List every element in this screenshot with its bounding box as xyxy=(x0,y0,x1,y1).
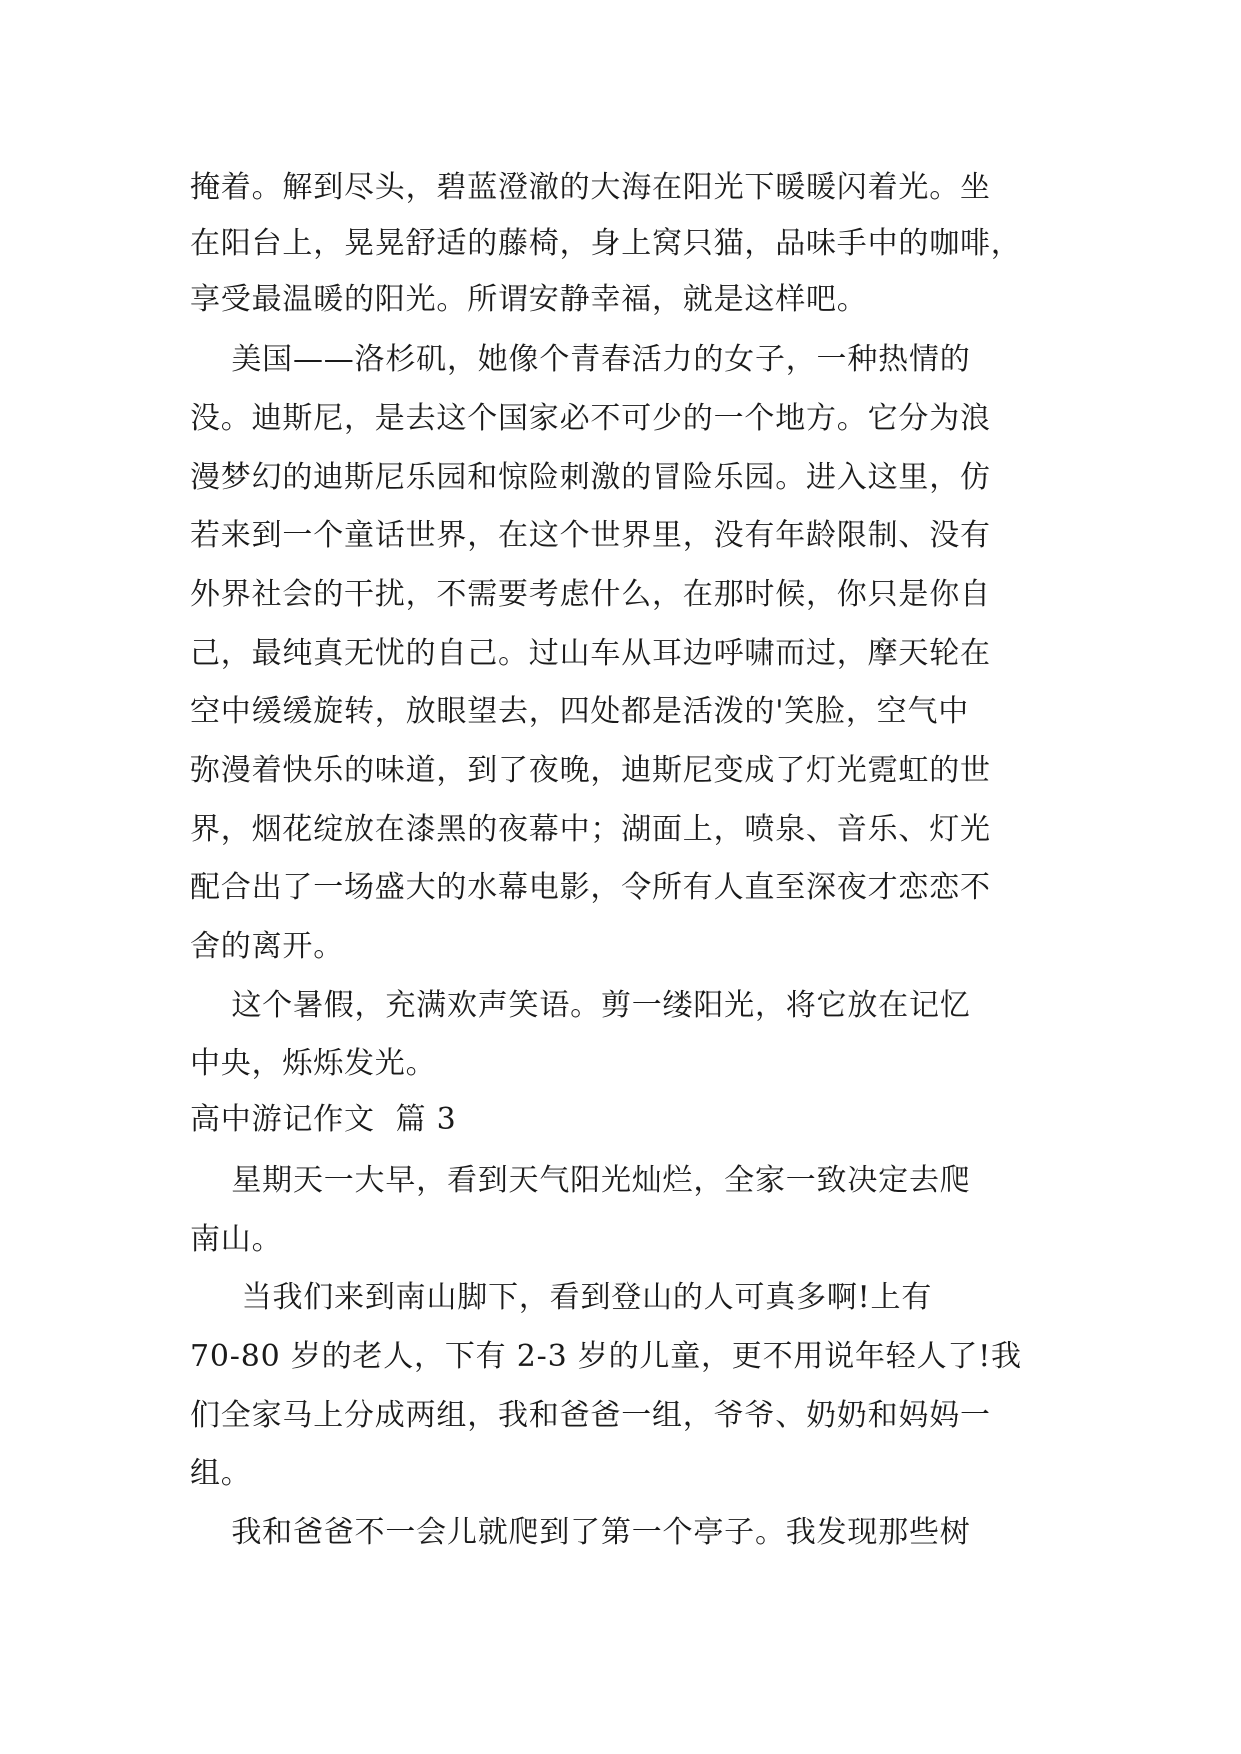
text-line: 南山。 xyxy=(190,1222,283,1257)
text-line: 这个暑假，充满欢声笑语。剪一缕阳光，将它放在记忆 xyxy=(190,988,971,1023)
text-line: 漫梦幻的迪斯尼乐园和惊险刺激的冒险乐园。进入这里，仿 xyxy=(190,460,991,495)
text-line: 若来到一个童话世界，在这个世界里，没有年龄限制、没有 xyxy=(190,518,991,553)
text-line: 弥漫着快乐的味道，到了夜晚，迪斯尼变成了灯光霓虹的世 xyxy=(190,753,991,788)
text-line: 外界社会的干扰，不需要考虑什么，在那时候，你只是你自 xyxy=(190,577,991,612)
text-line: 空中缓缓旋转，放眼望去，四处都是活泼的'笑脸，空气中 xyxy=(190,694,970,729)
text-line: 星期天一大早，看到天气阳光灿烂，全家一致决定去爬 xyxy=(190,1163,971,1198)
text-line: 享受最温暖的阳光。所谓安静幸福，就是这样吧。 xyxy=(190,282,868,317)
text-line: 美国——洛杉矶，她像个青春活力的女子，一种热情的 xyxy=(190,342,971,377)
text-line: 界，烟花绽放在漆黑的夜幕中；湖面上，喷泉、音乐、灯光 xyxy=(190,812,991,847)
text-line: 们全家马上分成两组，我和爸爸一组，爷爷、奶奶和妈妈一 xyxy=(190,1398,991,1433)
text-line: 在阳台上，晃晃舒适的藤椅，身上窝只猫，品味手中的咖啡， xyxy=(190,226,1022,261)
text-line: 组。 xyxy=(190,1456,252,1491)
text-line: 配合出了一场盛大的水幕电影，令所有人直至深夜才恋恋不 xyxy=(190,870,991,905)
section-heading: 高中游记作文 篇 3 xyxy=(190,1102,457,1137)
text-line: 我和爸爸不一会儿就爬到了第一个亭子。我发现那些树 xyxy=(190,1515,971,1550)
text-line: 己，最纯真无忧的自己。过山车从耳边呼啸而过，摩天轮在 xyxy=(190,636,991,671)
text-line: 舍的离开。 xyxy=(190,929,344,964)
text-line: 掩着。解到尽头，碧蓝澄澈的大海在阳光下暖暖闪着光。坐 xyxy=(190,170,991,205)
text-line: 70-80 岁的老人，下有 2-3 岁的儿童，更不用说年轻人了!我 xyxy=(190,1339,1022,1374)
text-line: 没。迪斯尼，是去这个国家必不可少的一个地方。它分为浪 xyxy=(190,401,991,436)
text-line: 中央，烁烁发光。 xyxy=(190,1046,437,1081)
text-line: 当我们来到南山脚下，看到登山的人可真多啊!上有 xyxy=(190,1280,933,1315)
